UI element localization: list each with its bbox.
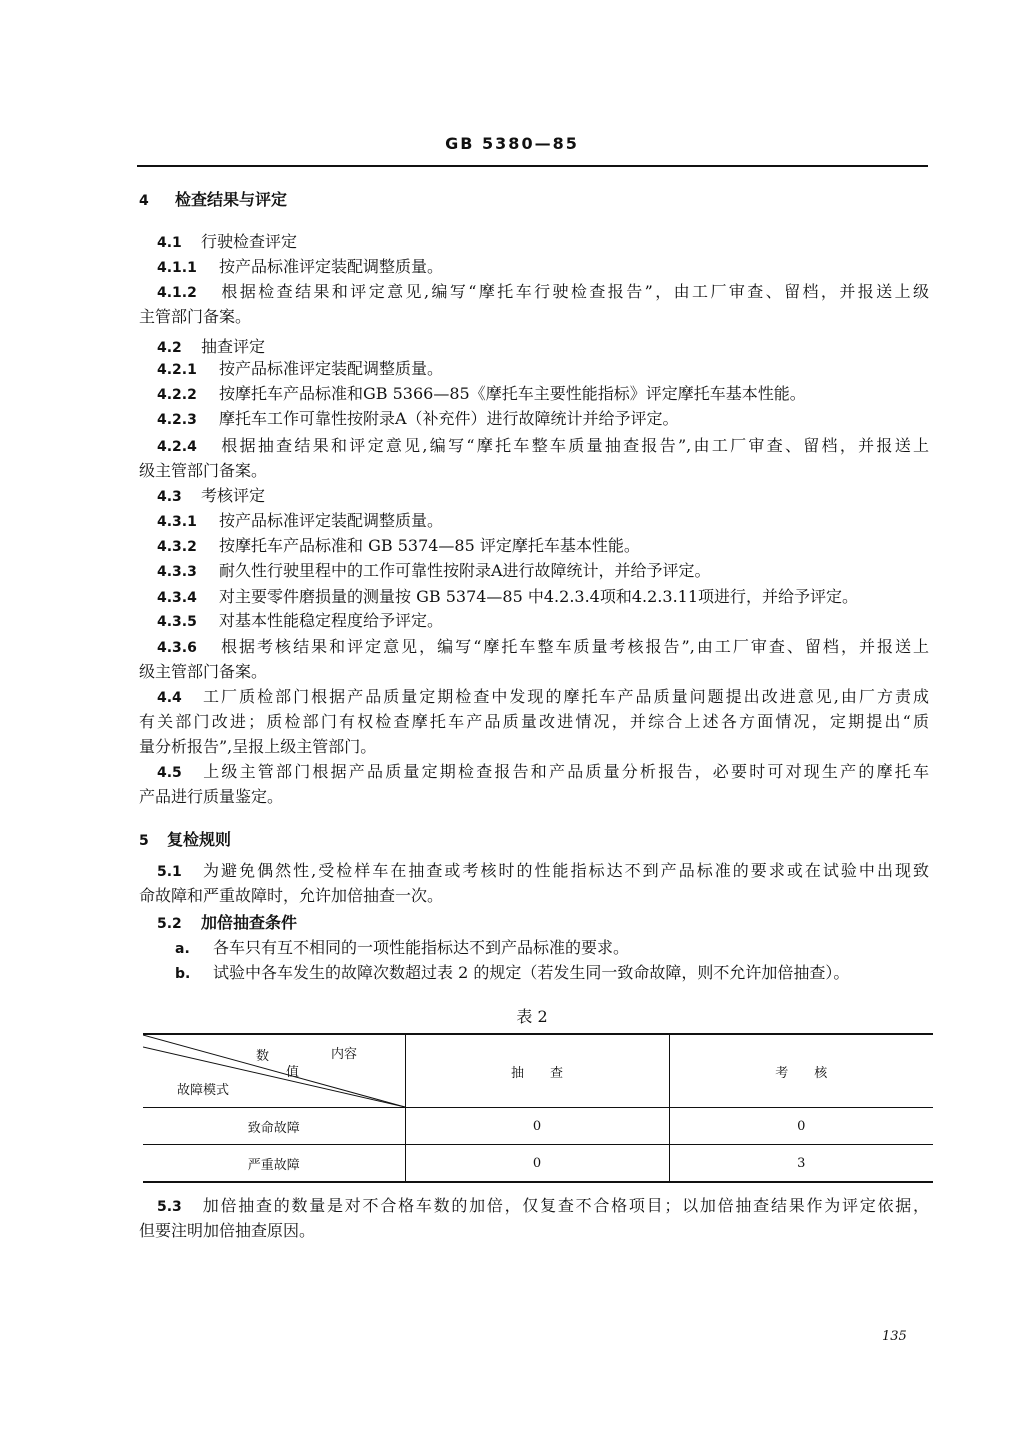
header-content-label: 内容 (331, 1047, 358, 1062)
clause-4-4-cont-1: 有关部门改进；质检部门有权检查摩托车产品质量改进情况，并综合上述各方面情况，定期提出“质 (139, 712, 929, 731)
header-rule (137, 165, 928, 167)
row-assess-cell: 3 (669, 1145, 933, 1183)
row-check-cell: 0 (405, 1145, 669, 1183)
clause-4-1-2: 4.1.2 根据检查结果和评定意见,编写“摩托车行驶检查报告”，由工厂审查、留档，并报送上级 (157, 282, 929, 301)
clause-4-1: 4.1 行驶检查评定 (157, 232, 298, 251)
table-row (143, 1108, 933, 1145)
clause-4-3: 4.3 考核评定 (157, 486, 266, 505)
header-assess-cell: 考 核 (669, 1034, 933, 1108)
clause-4-3-6: 4.3.6 根据考核结果和评定意见，编写“摩托车整车质量考核报告”,由工厂审查、留档，并报送上 (157, 637, 929, 656)
header-fault-mode-label: 故障模式 (177, 1083, 230, 1098)
clause-5-2-a: a. 各车只有互不相同的一项性能指标达不到产品标准的要求。 (175, 938, 630, 957)
clause-5-2-b: b. 试验中各车发生的故障次数超过表 2 的规定（若发生同一致命故障，则不允许加倍抽查）。 (175, 963, 850, 982)
clause-5-3: 5.3 加倍抽查的数量是对不合格车数的加倍，仅复查不合格项目；以加倍抽查结果作为评定依据， (157, 1196, 929, 1215)
section-4-heading: 4 检查结果与评定 (139, 190, 288, 209)
clause-5-3-cont: 但要注明加倍抽查原因。 (139, 1221, 316, 1240)
clause-4-2-3: 4.2.3 摩托车工作可靠性按附录A（补充件）进行故障统计并给予评定。 (157, 409, 679, 428)
section-5-heading: 5 复检规则 (139, 830, 232, 849)
clause-4-2-1: 4.2.1 按产品标准评定装配调整质量。 (157, 359, 444, 378)
clause-4-5-cont: 产品进行质量鉴定。 (139, 787, 284, 806)
header-shu-label: 数 (256, 1049, 270, 1064)
table-row (143, 1145, 933, 1183)
clause-4-3-6-cont: 级主管部门备案。 (139, 662, 268, 681)
clause-4-3-5: 4.3.5 对基本性能稳定程度给予评定。 (157, 611, 444, 630)
table-2-caption: 表 2 (516, 1007, 548, 1026)
clause-4-3-1: 4.3.1 按产品标准评定装配调整质量。 (157, 511, 444, 530)
clause-4-2-4-cont: 级主管部门备案。 (139, 461, 268, 480)
clause-5-1-cont: 命故障和严重故障时，允许加倍抽查一次。 (139, 886, 444, 905)
clause-4-2: 4.2 抽查评定 (157, 337, 266, 356)
page-number: 135 (882, 1329, 907, 1344)
clause-4-3-4: 4.3.4 对主要零件磨损量的测量按 GB 5374—85 中4.2.3.4项和4.2.3.11项进行，并给予评定。 (157, 587, 859, 606)
clause-5-2: 5.2 加倍抽查条件 (157, 913, 298, 932)
row-check-cell: 0 (405, 1108, 669, 1145)
clause-4-3-3: 4.3.3 耐久性行驶里程中的工作可靠性按附录A进行故障统计，并给予评定。 (157, 561, 711, 580)
header-check-cell: 抽 查 (405, 1034, 669, 1108)
clause-4-5: 4.5 上级主管部门根据产品质量定期检查报告和产品质量分析报告，必要时可对现生产的摩托车 (157, 762, 929, 781)
standard-code-header: GB 5380—85 (445, 134, 579, 153)
clause-4-2-4: 4.2.4 根据抽查结果和评定意见,编写“摩托车整车质量抽查报告”,由工厂审查、留档，并报送上 (157, 436, 929, 455)
row-label-cell: 严重故障 (143, 1145, 405, 1183)
row-label-cell: 致命故障 (143, 1108, 405, 1145)
diagonal-header-cell (143, 1034, 405, 1108)
clause-4-4: 4.4 工厂质检部门根据产品质量定期检查中发现的摩托车产品质量问题提出改进意见,由厂方责成 (157, 687, 929, 706)
clause-4-1-2-cont: 主管部门备案。 (139, 307, 252, 326)
clause-4-2-2: 4.2.2 按摩托车产品标准和GB 5366—85《摩托车主要性能指标》评定摩托车基本性能。 (157, 384, 806, 403)
clause-4-3-2: 4.3.2 按摩托车产品标准和 GB 5374—85 评定摩托车基本性能。 (157, 536, 640, 555)
clause-4-4-cont-2: 量分析报告”,呈报上级主管部门。 (139, 737, 377, 756)
header-zhi-label: 值 (286, 1065, 300, 1080)
clause-4-1-1: 4.1.1 按产品标准评定装配调整质量。 (157, 257, 444, 276)
row-assess-cell: 0 (669, 1108, 933, 1145)
clause-5-1: 5.1 为避免偶然性,受检样车在抽查或考核时的性能指标达不到产品标准的要求或在试验中出现致 (157, 861, 929, 880)
table-2 (143, 1033, 933, 1183)
table-header-row (143, 1034, 933, 1108)
